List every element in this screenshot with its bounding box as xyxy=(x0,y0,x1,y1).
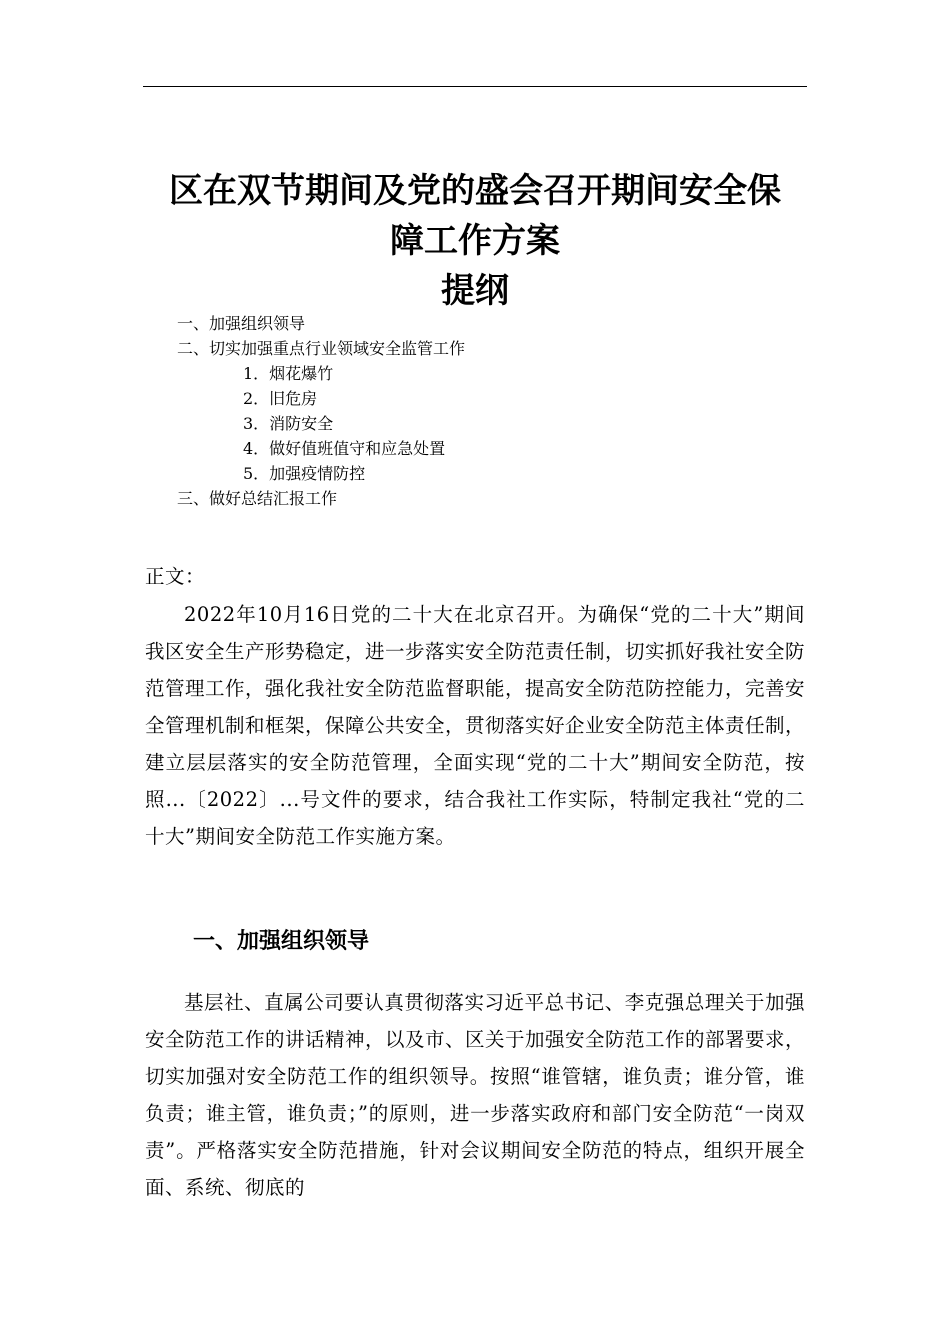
intro-paragraph: 2022年10月16日党的二十大在北京召开。为确保“党的二十大”期间我区安全生产形势稳定，进一步落实安全防范责任制，切实抓好我社安全防范管理工作，强化我社安全防范监督职能，提高安全防范防控能力，完善安全管理机制和框架，保障公共安全，贯彻落实好企业安全防范主体责任制，建立层层落实的安全防范管理，全面实现“党的二十大”期间安全防范，按照...〔2022〕...号文件的要求，结合我社工作实际，特制定我社“党的二十大”期间安全防范工作实施方案。 xyxy=(145,603,806,848)
outline-item-2: 二、切实加强重点行业领域安全监管工作 xyxy=(177,339,466,358)
outline-subitem-1: 1．烟花爆竹 xyxy=(243,364,334,383)
outline-subitem-2: 2．旧危房 xyxy=(243,389,318,408)
header-rule xyxy=(143,86,807,87)
title-line-1: 区在双节期间及党的盛会召开期间安全保 xyxy=(169,171,781,211)
outline-subitem-3: 3．消防安全 xyxy=(243,414,334,433)
outline-item-3: 三、做好总结汇报工作 xyxy=(177,489,338,508)
title-line-2: 障工作方案 xyxy=(390,221,560,261)
outline-subitem-4: 4．做好值班值守和应急处置 xyxy=(243,439,446,458)
title-line-outline: 提纲 xyxy=(441,271,509,311)
body-label: 正文： xyxy=(145,565,206,588)
section-heading-1: 一、加强组织领导 xyxy=(193,929,370,954)
outline-subitem-5: 5．加强疫情防控 xyxy=(243,464,366,483)
outline-list xyxy=(177,311,777,511)
outline-item-1: 一、加强组织领导 xyxy=(177,314,306,333)
section-1-paragraph: 基层社、直属公司要认真贯彻落实习近平总书记、李克强总理关于加强安全防范工作的讲话精神，以及市、区关于加强安全防范工作的部署要求，切实加强对安全防范工作的组织领导。按照“谁管辖，谁负责；谁分管，谁负责；谁主管，谁负责；”的原则，进一步落实政府和部门安全防范“一岗双责”。严格落实安全防范措施，针对会议期间安全防范的特点，组织开展全面、系统、彻底的 xyxy=(145,991,806,1199)
document-title xyxy=(143,166,807,316)
